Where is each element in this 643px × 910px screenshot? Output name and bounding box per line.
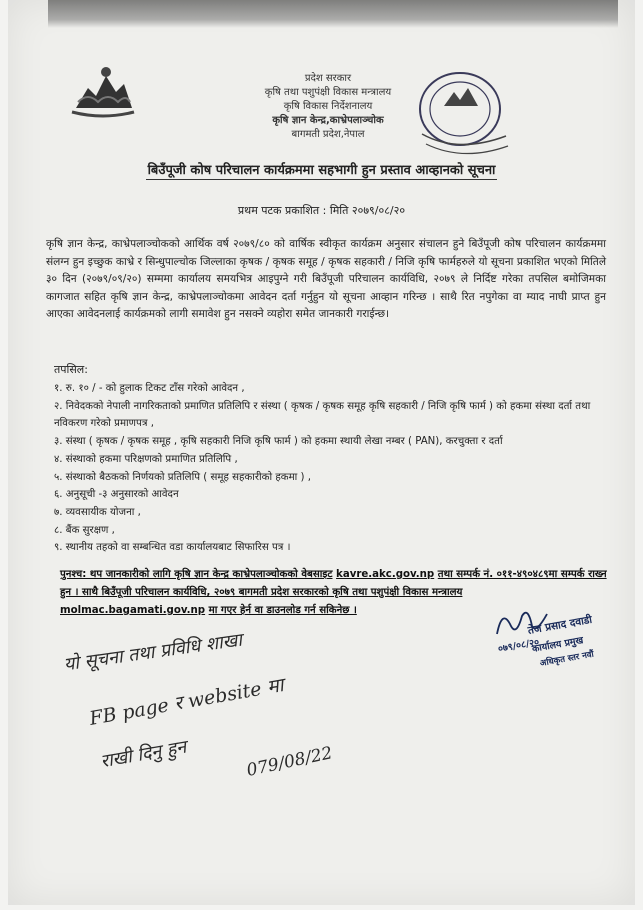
signatory-name: तेज प्रसाद दवाडी [526, 613, 593, 637]
list-item: ९. स्थानीय तहको वा सम्बन्धित वडा कार्यालयबाट सिफारिस पत्र । [54, 542, 291, 554]
list-item: ५. संस्थाको बैठकको निर्णयको प्रतिलिपि ( समूह सहकारीको हकमा ) , [54, 471, 312, 483]
published-date: प्रथम पटक प्रकाशित : मिति २०७९/०८/२० [237, 204, 406, 217]
attachments-heading: तपसिल: [54, 363, 88, 376]
signatory-title: कार्यालय प्रमुख [531, 635, 585, 655]
header-line-1: प्रदेश सरकार [304, 73, 352, 84]
signatory-rank: अधिकृत स्तर नवौं [539, 649, 595, 669]
list-item: १. रु. १० / - को हुलाक टिकट टाँस गरेको आवेदन , [54, 383, 245, 394]
header-line-2: कृषि तथा पशुपंक्षी विकास मन्त्रालय [264, 87, 392, 98]
handwritten-date: 079/08/22 [244, 743, 335, 781]
note-middle: तथा सम्पर्क नं. ०११-४९०४८९मा सम्पर्क राख्न हुन । साथै बिउँपूजी परिचालन कार्यविधि, २०७९ बागमती प्रदेश सरकारको कृषि तथा पशुपंक्षी विकास मन्त्रालय [60, 569, 607, 598]
header-line-3: कृषि विकास निर्देशनालय [283, 101, 373, 112]
office-seal-stamp [408, 64, 518, 164]
document-page [8, 0, 635, 905]
list-item: ३. संस्था ( कृषक / कृषक समूह , कृषि सहकारी निजि कृषि फार्म ) को हकमा स्थायी लेखा नम्बर ( PAN), करचुक्ता र दर्ता [54, 436, 503, 448]
handwritten-line-3: राखी दिनु हुन [98, 736, 188, 773]
list-item: ४. संस्थाको हकमा परिक्षणको प्रमाणित प्रतिलिपि , [54, 453, 238, 465]
notice-title-text: बिउँपूजी कोष परिचालन कार्यक्रममा सहभागी हुन प्रस्ताव आव्हानको सूचना [147, 163, 496, 178]
website-link[interactable]: kavre.akc.gov.np [336, 569, 435, 580]
nepal-emblem-icon [68, 62, 138, 120]
signature-date: ०७९/०८/२० [497, 636, 541, 655]
handwritten-line-2: FB page र website मा [87, 674, 286, 730]
note-prefix: पुनश्च: थप जानकारीको लागि कृषि ज्ञान केन्द्र काभ्रेपलाञ्चोकको वेबसाइट [60, 569, 333, 580]
header-line-4: कृषि ज्ञान केन्द्र,काभ्रेपलाञ्चोक [272, 115, 384, 126]
notice-body: कृषि ज्ञान केन्द्र, काभ्रेपलाञ्चोकको आर्थिक वर्ष २०७९/८० को वार्षिक स्वीकृत कार्यक्रम अनुसार संचालन हुने बिउँपूजी कोष परिचालन कार्यक्रममा संलग्न हुन इच्छुक काभ्रे र सिन्धुपाल्चोक जिल्लाका कृषक / कृषक समूह / कृषक सहकारी / निजि कृषि फार्महरुले यो सूचना प्रकाशित भएको मितिले ३० दिन (२०७९/०९/२०) सम्ममा कार्यालय समयभित्र आइपुग्ने गरी बिउँपूजी परिचालन कार्यविधि, २०७९ ले निर्दिष्ट गरेका तपसिल बमोजिमका कागजात सहित कृषि ज्ञान केन्द्र, काभ्रेपलाञ्चोकमा आवेदन दर्ता गर्नुहुन यो सूचना आव्हान गरिन्छ । साथै रित नपुगेका वा म्याद नाघी प्राप्त हुन आएका आवेदनलाई कार्यक्रमको लागी समावेश हुन नसक्ने व्यहोरा समेत जानकारी गराईन्छ। [46, 238, 606, 321]
header-line-5: बागमती प्रदेश,नेपाल [291, 129, 365, 140]
list-item: ८. बैंक सुरक्षण , [54, 524, 115, 536]
signature-block [488, 600, 638, 690]
ministry-url-link[interactable]: molmac.bagamati.gov.np [60, 605, 206, 616]
list-item: ६. अनुसूची -३ अनुसारको आवेदन [54, 489, 179, 501]
list-item: २. निवेदकको नेपाली नागरिकताको प्रमाणित प्रतिलिपि र संस्था ( कृषक / कृषक समूह कृषि सहकारी / निजि कृषि फार्म ) को हकमा संस्था दर्ता तथा नविकरण गरेको प्रमाणपत्र , [54, 400, 591, 430]
scan-top-band [48, 0, 618, 28]
attachments-list [54, 380, 609, 557]
notice-title [8, 160, 635, 178]
list-item: ७. व्यवसायीक योजना , [54, 506, 141, 518]
note-suffix: मा गएर हेर्न वा डाउनलोड गर्न सकिनेछ । [208, 605, 357, 616]
handwritten-line-1: यो सूचना तथा प्रविधि शाखा [62, 629, 244, 676]
